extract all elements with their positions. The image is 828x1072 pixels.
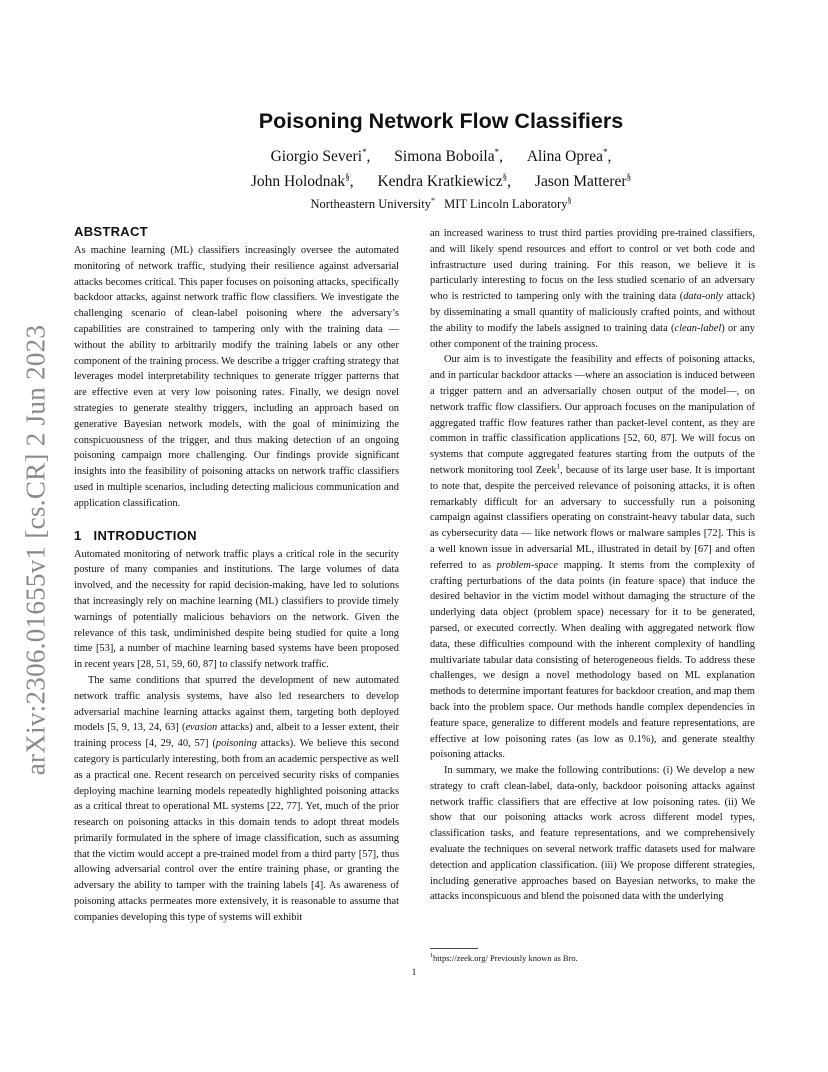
footnote-ref: 1 bbox=[556, 462, 561, 471]
right-column bbox=[430, 226, 755, 905]
section-number: 1 bbox=[74, 527, 82, 543]
affiliations bbox=[74, 196, 808, 212]
paper-title: Poisoning Network Flow Classifiers bbox=[258, 109, 624, 133]
author-list-row-2 bbox=[74, 172, 808, 191]
arxiv-identifier bbox=[18, 300, 54, 800]
footnote bbox=[430, 948, 755, 963]
page-number: 1 bbox=[411, 967, 417, 977]
arxiv-identifier-text: arXiv:2306.01655v1 [cs.CR] 2 Jun 2023 bbox=[20, 324, 51, 776]
author: Simona Boboila*, bbox=[394, 147, 503, 166]
abstract-heading: ABSTRACT bbox=[74, 224, 148, 239]
introduction-heading bbox=[74, 528, 399, 543]
author: Giorgio Severi*, bbox=[270, 147, 371, 166]
intro-paragraph-1: Automated monitoring of network traffic plays a critical role in the security posture of many companies and institutions. The large volumes of data involved, and the necessity for rapid decision-making, have led to solutions that increasingly rely on machine learning (ML) classifiers to provide timely warnings of potentially malicious behaviors on the network. Given the relevance of this task, undiminished despite being studied for quite a long time [53], a number of machine learning based systems have been proposed in recent years [28, 51, 59, 60, 87] to classify network traffic. bbox=[74, 548, 399, 671]
intro-paragraph-3: Our aim is to investigate the feasibility and effects of poisoning attacks, and in particular backdoor attacks —where an association is induced between a trigger pattern and an adversarially chosen output of the model—, on network traffic flow classifiers. Our approach focuses on the manipulation of aggregated traffic flow features rather than packet-level content, as they are common in traffic classification applications [52, 60, 87]. We will focus on systems that compute aggregated features starting from the outputs of the network monitoring tool Zeek$^1$, because of its large user base. It is important to note that, despite the perceived relevance of poisoning attacks, it is often remarkably difficult for an adversary to successfully run a poisoning campaign against classifiers operating on constraint-heavy tabular data, such as cybersecurity data — like network flows or malware samples [72]. This is a well known issue in adversarial ML, illustrated in detail by [67] and often referred to as problem-space mapping. It stems from the complexity of crafting perturbations of the data points (in feature space) that induce the desired behavior in the victim model without damaging the structure of the underlying data object (problem space) necessary for it to be generated, parsed, or executed correctly. When dealing with aggregated network flow data, these difficulties compound with the inherent complexity of handling multivariate tabular data consisting of heterogeneous fields. To address these challenges, we design a novel methodology based on ML explanation methods to determine important features for backdoor creation, and map them back into the problem space. Our methods handle complex dependencies in feature space, generalize to different models and feature representations, are effective at low poisoning rates (as low as 0.1%), and generate stealthy poisoning attacks. bbox=[430, 354, 756, 761]
author-list-row-1 bbox=[74, 147, 808, 166]
author: Jason Matterer§ bbox=[534, 172, 632, 191]
intro-paragraph-2-continued: an increased wariness to trust third parties providing pre-trained classifiers, and will likely spend resources and effort to control or vet both code and infrastructure used during training. For this reason, we believe it is particularly interesting to focus on the less studied scenario of an adversary who is restricted to tampering only with the training data (data-only attack) by disseminating a small quantity of maliciously crafted points, and without the ability to modify the labels assigned to training data (clean-label) or any other component of the training process. bbox=[430, 228, 755, 350]
left-column bbox=[74, 224, 399, 926]
footnote-mark: 1 bbox=[430, 953, 433, 960]
author: Kendra Kratkiewicz§, bbox=[377, 172, 512, 191]
footnote-rule bbox=[430, 948, 478, 949]
intro-paragraph-4: In summary, we make the following contributions: (i) We develop a new strategy to craft clean-label, data-only, backdoor poisoning attacks against network traffic classifiers that are effective at low poisoning rates. (ii) We show that our poisoning attacks work across different model types, classification tasks, and feature representations, and we comprehensively evaluate the techniques on several network traffic datasets used for malware detection and application classification. (iii) We propose different strategies, including generative approaches based on Bayesian networks, to make the attacks inconspicuous and blend the poisoned data with the underlying bbox=[430, 765, 755, 903]
intro-paragraph-2: The same conditions that spurred the development of new automated network traffic analysis systems, have also led researchers to develop adversarial machine learning attacks against them, targeting both deployed models [5, 9, 13, 24, 63] (evasion attacks) and, albeit to a lesser extent, their training process [4, 29, 40, 57] (poisoning attacks). We believe this second category is particularly interesting, both from an academic perspective as well as a practical one. Recent research on perceived security risks of companies deploying machine learning models repeatedly highlighted poisoning attacks as a critical threat to operational ML systems [22, 77]. Yet, much of the prior research on poisoning attacks in this domain tends to adopt threat models primarily formulated in the sphere of image classification, such as assuming that the victim would accept a pre-trained model from a third party [57], thus allowing adversarial control over the entire training phase, or granting the adversary the ability to tamper with the training labels [4]. As awareness of poisoning attacks permeates more extensively, it is reasonable to assume that companies developing this type of systems will exhibit bbox=[74, 674, 399, 923]
affiliation: Northeastern University* bbox=[310, 196, 435, 212]
abstract-text: As machine learning (ML) classifiers increasingly oversee the automated monitoring of network traffic, studying their resilience against adversarial attacks becomes critical. This paper focuses on poisoning attacks, specifically backdoor attacks, against network traffic flow classifiers. We investigate the challenging scenario of clean-label poisoning where the adversary’s capabilities are constrained to tampering only with the training data — without the ability to arbitrarily modify the training labels or any other component of the training process. We describe a trigger crafting strategy that leverages model interpretability techniques to generate trigger patterns that are effective even at very low poisoning rates. Finally, we design novel strategies to generate stealthy triggers, including an approach based on generative Bayesian network models, with the goal of minimizing the conspicuousness of the trigger, and thus making detection of an ongoing poisoning campaign more challenging. Our findings provide significant insights into the feasibility of poisoning attacks on network traffic classifiers used in multiple scenarios, including detecting malicious communication and application classification. bbox=[74, 245, 399, 509]
section-title: INTRODUCTION bbox=[93, 527, 197, 543]
author: John Holodnak§, bbox=[250, 172, 354, 191]
footnote-text: https://zeek.org/ Previously known as Bro. bbox=[433, 953, 578, 963]
affiliation: MIT Lincoln Laboratory§ bbox=[444, 196, 572, 212]
author: Alina Oprea*, bbox=[526, 147, 612, 166]
